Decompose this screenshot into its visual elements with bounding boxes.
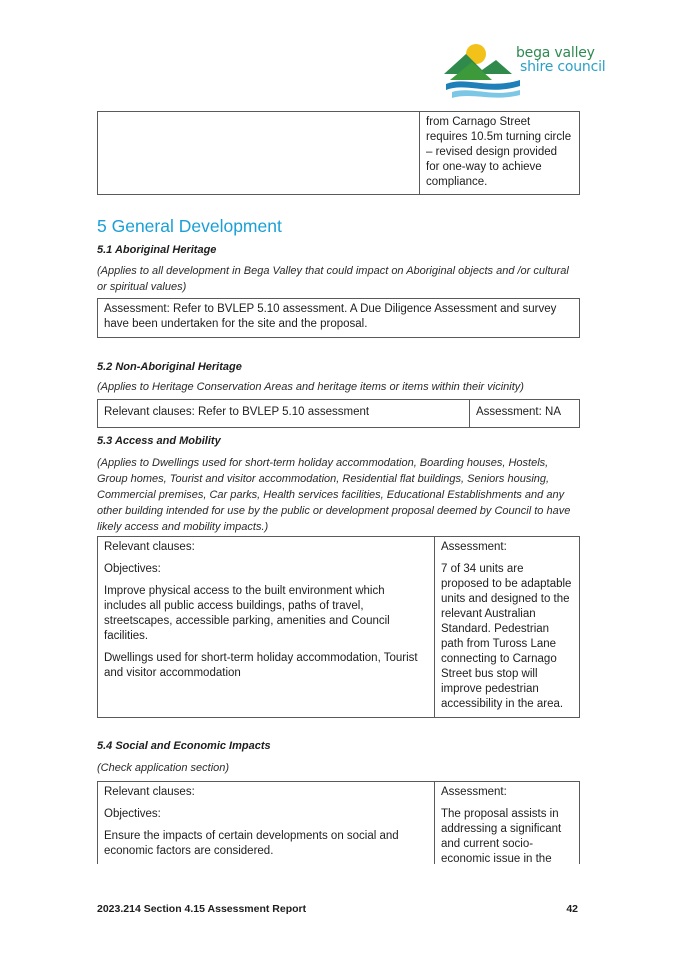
footer-page-number: 42 — [566, 903, 578, 915]
logo-line1: bega valley — [516, 45, 595, 61]
assessment-5-4 — [435, 782, 579, 864]
clauses-5-4 — [98, 782, 434, 864]
assessment-box-5-1 — [97, 298, 580, 338]
heading-5-2: 5.2 Non-Aboriginal Heritage — [97, 361, 242, 373]
note-5-2: (Applies to Heritage Conservation Areas and heritage items or items within their vicinity) — [97, 381, 524, 393]
objective-text: Improve physical access to the built environment which includes all public access buildings, paths of travel, streetscapes, accessible parking, amenities and Council facilities. — [104, 585, 390, 642]
clauses-5-3 — [98, 537, 434, 717]
council-logo — [442, 40, 632, 102]
clauses-title: Relevant clauses: — [104, 786, 195, 798]
cell-text: from Carnago Street requires 10.5m turning circle – revised design provided for one-way to achieve compliance. — [426, 116, 572, 188]
assessment-5-3 — [435, 537, 579, 717]
objective-scope: Dwellings used for short-term holiday accommodation, Tourist and visitor accommodation — [104, 652, 418, 679]
table-5-4 — [97, 781, 580, 864]
continued-table — [97, 111, 580, 195]
assessment-title: Assessment: — [441, 541, 507, 553]
logo-wordmark — [516, 46, 605, 74]
clauses-5-2: Relevant clauses: Refer to BVLEP 5.10 assessment — [104, 406, 370, 418]
note-5-3: (Applies to Dwellings used for short-term holiday accommodation, Boarding houses, Hostels, Group homes, Tourist and visitor accommodation, Residential flat buildings, Seniors housing, Commercial premises, Car parks, Health services facilities, Educational Establishments and any other building intended for use by the public or development proposal deemed by Council to have likely access and mobility impacts.) — [97, 457, 571, 533]
note-5-1: (Applies to all development in Bega Valley that could impact on Aboriginal objects and /or cultural or spiritual values) — [97, 265, 569, 293]
objectives-label: Objectives: — [104, 563, 161, 575]
hills-logo-icon — [442, 40, 522, 102]
logo-line2: shire council — [520, 59, 606, 75]
heading-5-3: 5.3 Access and Mobility — [97, 435, 221, 447]
table-5-3 — [97, 536, 580, 718]
table-5-2 — [97, 399, 580, 428]
heading-5-4: 5.4 Social and Economic Impacts — [97, 740, 271, 752]
assessment-title: Assessment: — [441, 786, 507, 798]
section-title: 5 General Development — [97, 216, 282, 236]
assessment-5-2: Assessment: NA — [476, 406, 561, 418]
clauses-title: Relevant clauses: — [104, 541, 195, 553]
assessment-text-5-1: Assessment: Refer to BVLEP 5.10 assessment. A Due Diligence Assessment and survey have been undertaken for the site and the proposal. — [104, 303, 557, 330]
note-5-4: (Check application section) — [97, 762, 230, 774]
heading-5-1: 5.1 Aboriginal Heritage — [97, 244, 217, 256]
table-cell-right — [420, 112, 579, 194]
assessment-text: 7 of 34 units are proposed to be adaptable units and designed to the relevant Australian Standard. Pedestrian path from Tuross Lane connecting to Carnago Street bus stop will improve pedestrian accessibility in the area. — [441, 563, 572, 710]
assessment-text: The proposal assists in addressing a significant and current socio-economic issue in the — [441, 808, 562, 865]
footer-report-title: 2023.214 Section 4.15 Assessment Report — [97, 903, 307, 915]
objectives-label: Objectives: — [104, 808, 161, 820]
objective-text: Ensure the impacts of certain developments on social and economic factors are considered. — [104, 830, 399, 857]
